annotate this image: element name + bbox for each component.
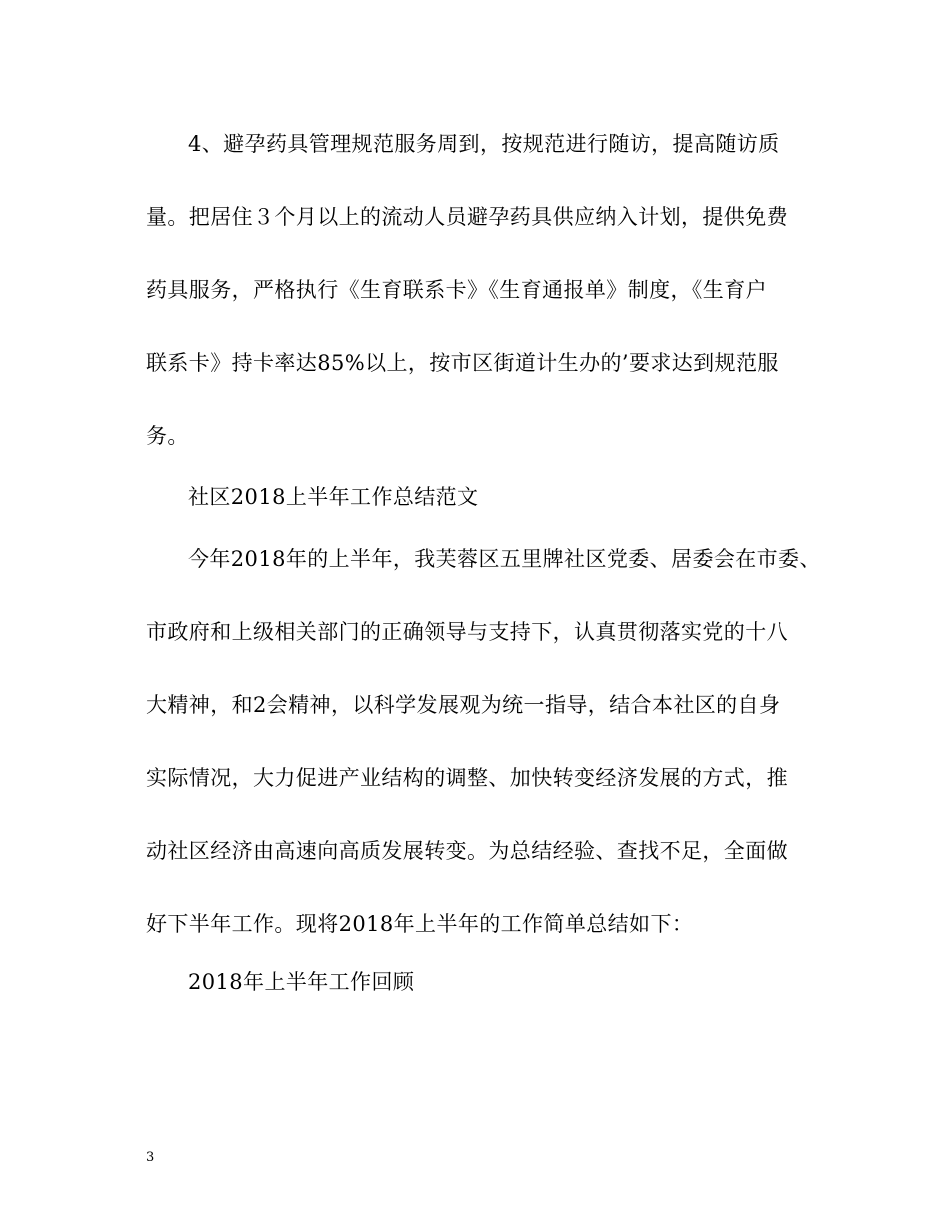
paragraph-3-line-5: 动社区经济由高速向高质发展转变。为总结经验、查找不足，全面做 [146, 839, 788, 863]
paragraph-3-line-3: 大精神，和2会精神，以科学发展观为统一指导，结合本社区的自身 [146, 693, 781, 717]
paragraph-3-line-6: 好下半年工作。现将2018年上半年的工作简单总结如下： [146, 912, 694, 936]
paragraph-1-line-4: 联系卡》持卡率达85%以上，按市区街道计生办的’要求达到规范服 [146, 351, 779, 375]
paragraph-3-line-2: 市政府和上级相关部门的正确领导与支持下，认真贯彻落实党的十八 [146, 620, 788, 644]
paragraph-3-line-1: 今年2018年的上半年，我芙蓉区五里牌社区党委、居委会在市委、 [188, 547, 821, 571]
page-number: 3 [146, 1150, 155, 1165]
paragraph-1-line-3: 药具服务，严格执行《生育联系卡》《生育通报单》制度，《生育户 [146, 278, 767, 302]
article-title: 社区2018上半年工作总结范文 [188, 485, 479, 509]
section-heading: 2018年上半年工作回顾 [188, 970, 415, 994]
paragraph-1-line-5: 务。 [146, 424, 189, 448]
paragraph-3-line-4: 实际情况，大力促进产业结构的调整、加快转变经济发展的方式，推 [146, 766, 788, 790]
paragraph-1-line-1: 4、避孕药具管理规范服务周到，按规范进行随访，提高随访质 [188, 132, 780, 156]
paragraph-1-line-2: 量。把居住３个月以上的流动人员避孕药具供应纳入计划，提供免费 [146, 205, 788, 229]
